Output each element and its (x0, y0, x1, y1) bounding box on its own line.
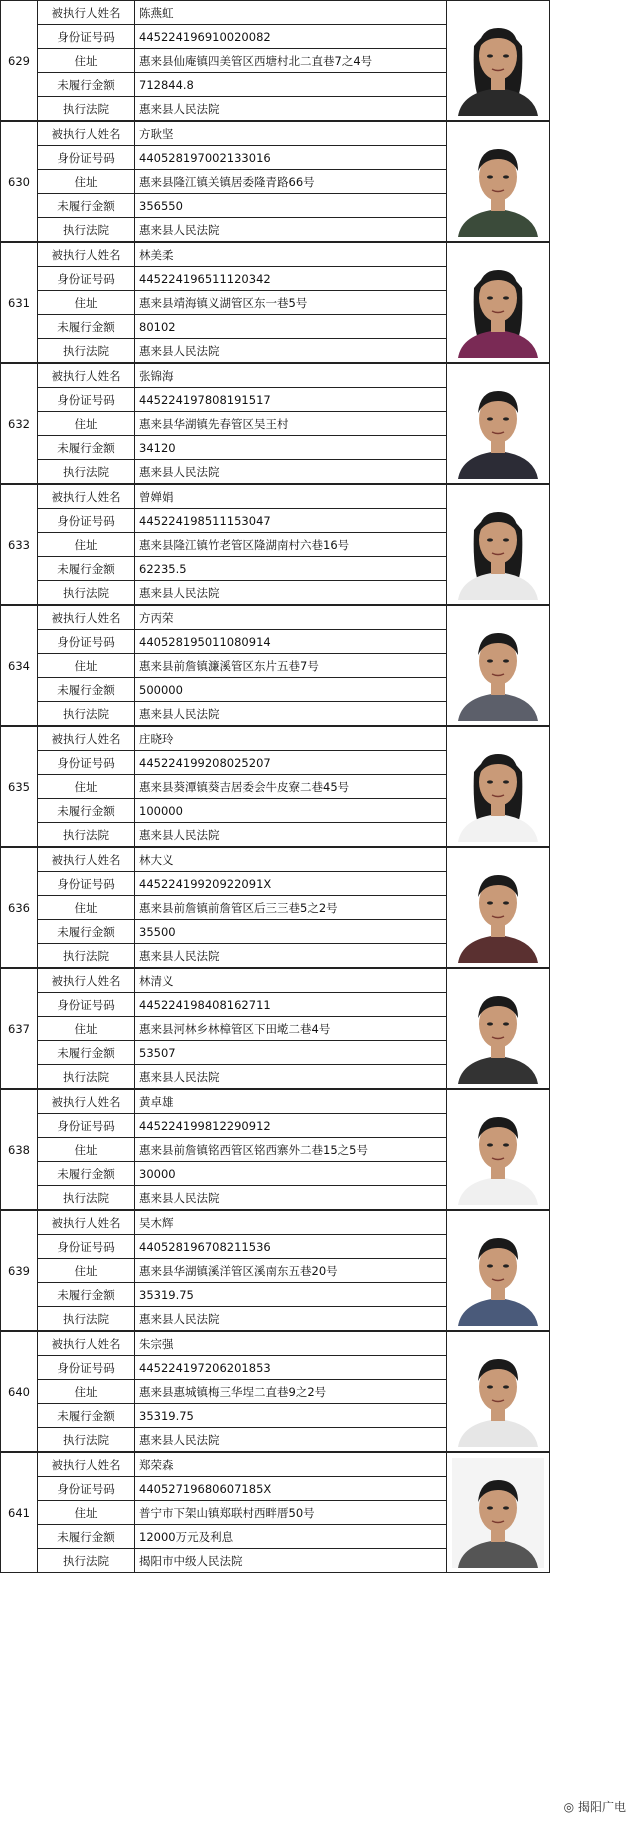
portrait-photo (452, 1095, 544, 1205)
field-label-name: 被执行人姓名 (38, 1, 135, 25)
field-value-name: 庄晓玲 (135, 727, 447, 751)
portrait-photo (452, 490, 544, 600)
field-value-address: 惠来县隆江镇竹老管区隆湖南村六巷16号 (135, 533, 447, 557)
record-table (0, 726, 550, 847)
field-value-court: 惠来县人民法院 (135, 1186, 447, 1210)
field-label-name: 被执行人姓名 (38, 243, 135, 267)
field-value-address: 惠来县葵潭镇葵吉居委会牛皮寮二巷45号 (135, 775, 447, 799)
field-value-id: 445224196511120342 (135, 267, 447, 291)
field-label-address: 住址 (38, 1017, 135, 1041)
field-value-court: 惠来县人民法院 (135, 944, 447, 968)
record-row-name (1, 606, 550, 630)
field-label-address: 住址 (38, 291, 135, 315)
field-value-court: 惠来县人民法院 (135, 1428, 447, 1452)
field-label-court: 执行法院 (38, 97, 135, 121)
field-value-id: 445224199812290912 (135, 1114, 447, 1138)
field-value-amount: 356550 (135, 194, 447, 218)
record-table (0, 242, 550, 363)
field-label-court: 执行法院 (38, 702, 135, 726)
field-value-name: 林清义 (135, 969, 447, 993)
record-row-name (1, 1, 550, 25)
wechat-icon: ◎ (563, 1800, 575, 1814)
record-row-name (1, 1453, 550, 1477)
field-label-amount: 未履行金额 (38, 194, 135, 218)
field-label-amount: 未履行金额 (38, 557, 135, 581)
field-value-court: 惠来县人民法院 (135, 97, 447, 121)
record-number: 638 (1, 1090, 38, 1210)
field-value-address: 惠来县前詹镇铭西管区铭西寨外二巷15之5号 (135, 1138, 447, 1162)
field-value-id: 440528195011080914 (135, 630, 447, 654)
field-value-id: 445224199208025207 (135, 751, 447, 775)
field-value-amount: 712844.8 (135, 73, 447, 97)
field-label-name: 被执行人姓名 (38, 485, 135, 509)
field-label-name: 被执行人姓名 (38, 727, 135, 751)
field-value-id: 440528196708211536 (135, 1235, 447, 1259)
field-label-address: 住址 (38, 533, 135, 557)
record-number: 633 (1, 485, 38, 605)
field-label-id: 身份证号码 (38, 630, 135, 654)
record-row-name (1, 1211, 550, 1235)
portrait-photo (452, 369, 544, 479)
field-value-id: 445224196910020082 (135, 25, 447, 49)
field-label-address: 住址 (38, 170, 135, 194)
field-value-court: 惠来县人民法院 (135, 702, 447, 726)
field-label-id: 身份证号码 (38, 1477, 135, 1501)
field-value-name: 林美柔 (135, 243, 447, 267)
portrait-cell (447, 727, 550, 847)
field-value-court: 惠来县人民法院 (135, 460, 447, 484)
field-value-id: 445224197808191517 (135, 388, 447, 412)
field-label-court: 执行法院 (38, 1186, 135, 1210)
field-value-court: 惠来县人民法院 (135, 581, 447, 605)
portrait-cell (447, 1332, 550, 1452)
record-row-name (1, 1090, 550, 1114)
field-label-name: 被执行人姓名 (38, 1332, 135, 1356)
portrait-photo (452, 1216, 544, 1326)
field-value-court: 惠来县人民法院 (135, 1307, 447, 1331)
record-row-name (1, 122, 550, 146)
field-value-address: 惠来县前詹镇濂溪管区东片五巷7号 (135, 654, 447, 678)
portrait-cell (447, 606, 550, 726)
record-table (0, 847, 550, 968)
field-value-amount: 100000 (135, 799, 447, 823)
field-value-address: 普宁市下架山镇郑联村西畔厝50号 (135, 1501, 447, 1525)
record-table (0, 1089, 550, 1210)
field-label-court: 执行法院 (38, 823, 135, 847)
portrait-cell (447, 848, 550, 968)
field-value-court: 惠来县人民法院 (135, 823, 447, 847)
record-number: 641 (1, 1453, 38, 1573)
field-label-id: 身份证号码 (38, 267, 135, 291)
field-value-address: 惠来县前詹镇前詹管区后三三巷5之2号 (135, 896, 447, 920)
field-value-court: 惠来县人民法院 (135, 1065, 447, 1089)
record-number: 635 (1, 727, 38, 847)
field-label-address: 住址 (38, 1380, 135, 1404)
field-label-court: 执行法院 (38, 1428, 135, 1452)
field-label-address: 住址 (38, 896, 135, 920)
field-value-address: 惠来县惠城镇梅三华埕二直巷9之2号 (135, 1380, 447, 1404)
field-label-id: 身份证号码 (38, 751, 135, 775)
record-table (0, 1331, 550, 1452)
field-label-court: 执行法院 (38, 1307, 135, 1331)
field-label-name: 被执行人姓名 (38, 364, 135, 388)
field-value-id: 44052719680607185X (135, 1477, 447, 1501)
source-watermark (561, 1797, 629, 1816)
portrait-cell (447, 1090, 550, 1210)
field-label-amount: 未履行金额 (38, 799, 135, 823)
portrait-cell (447, 969, 550, 1089)
record-row-name (1, 243, 550, 267)
record-number: 640 (1, 1332, 38, 1452)
field-value-name: 陈燕虹 (135, 1, 447, 25)
field-label-id: 身份证号码 (38, 1356, 135, 1380)
field-value-court: 揭阳市中级人民法院 (135, 1549, 447, 1573)
field-label-id: 身份证号码 (38, 1235, 135, 1259)
field-label-id: 身份证号码 (38, 509, 135, 533)
field-label-name: 被执行人姓名 (38, 848, 135, 872)
portrait-cell (447, 1211, 550, 1331)
portrait-photo (452, 1458, 544, 1568)
field-label-amount: 未履行金额 (38, 1162, 135, 1186)
record-table (0, 0, 550, 121)
field-label-court: 执行法院 (38, 581, 135, 605)
field-value-id: 44522419920922091X (135, 872, 447, 896)
record-number: 630 (1, 122, 38, 242)
record-number: 639 (1, 1211, 38, 1331)
record-table (0, 484, 550, 605)
record-table (0, 121, 550, 242)
field-value-name: 方耿坚 (135, 122, 447, 146)
field-value-amount: 35319.75 (135, 1283, 447, 1307)
record-number: 631 (1, 243, 38, 363)
record-number: 637 (1, 969, 38, 1089)
field-label-id: 身份证号码 (38, 872, 135, 896)
portrait-cell (447, 485, 550, 605)
portrait-cell (447, 1, 550, 121)
field-label-court: 执行法院 (38, 1549, 135, 1573)
field-value-amount: 500000 (135, 678, 447, 702)
field-label-amount: 未履行金额 (38, 1525, 135, 1549)
field-value-id: 445224198511153047 (135, 509, 447, 533)
field-value-amount: 53507 (135, 1041, 447, 1065)
field-value-address: 惠来县隆江镇关镇居委隆青路66号 (135, 170, 447, 194)
field-label-name: 被执行人姓名 (38, 1211, 135, 1235)
field-value-address: 惠来县靖海镇义湖管区东一巷5号 (135, 291, 447, 315)
portrait-cell (447, 1453, 550, 1573)
record-table (0, 968, 550, 1089)
field-label-name: 被执行人姓名 (38, 969, 135, 993)
field-label-address: 住址 (38, 654, 135, 678)
record-number: 632 (1, 364, 38, 484)
field-label-id: 身份证号码 (38, 993, 135, 1017)
field-value-name: 林大义 (135, 848, 447, 872)
field-value-address: 惠来县河林乡林樟管区下田墘二巷4号 (135, 1017, 447, 1041)
record-row-name (1, 485, 550, 509)
record-row-name (1, 727, 550, 751)
field-value-court: 惠来县人民法院 (135, 218, 447, 242)
field-label-address: 住址 (38, 49, 135, 73)
field-label-id: 身份证号码 (38, 146, 135, 170)
watermark-text: 揭阳广电 (577, 1800, 626, 1814)
portrait-photo (452, 127, 544, 237)
portrait-cell (447, 122, 550, 242)
record-row-name (1, 364, 550, 388)
field-label-name: 被执行人姓名 (38, 122, 135, 146)
field-label-name: 被执行人姓名 (38, 606, 135, 630)
field-label-court: 执行法院 (38, 1065, 135, 1089)
record-row-name (1, 1332, 550, 1356)
field-value-address: 惠来县华湖镇溪洋管区溪南东五巷20号 (135, 1259, 447, 1283)
field-label-court: 执行法院 (38, 218, 135, 242)
field-value-name: 方丙荣 (135, 606, 447, 630)
portrait-photo (452, 1337, 544, 1447)
field-label-name: 被执行人姓名 (38, 1090, 135, 1114)
portrait-photo (452, 611, 544, 721)
field-value-amount: 35500 (135, 920, 447, 944)
field-value-court: 惠来县人民法院 (135, 339, 447, 363)
portrait-cell (447, 364, 550, 484)
portrait-photo (452, 974, 544, 1084)
field-label-address: 住址 (38, 1259, 135, 1283)
record-row-name (1, 848, 550, 872)
field-label-id: 身份证号码 (38, 25, 135, 49)
portrait-cell (447, 243, 550, 363)
field-label-amount: 未履行金额 (38, 1041, 135, 1065)
field-value-name: 郑荣森 (135, 1453, 447, 1477)
field-label-id: 身份证号码 (38, 388, 135, 412)
field-label-amount: 未履行金额 (38, 315, 135, 339)
field-value-name: 朱宗强 (135, 1332, 447, 1356)
portrait-photo (452, 248, 544, 358)
record-number: 629 (1, 1, 38, 121)
field-label-amount: 未履行金额 (38, 1404, 135, 1428)
field-label-name: 被执行人姓名 (38, 1453, 135, 1477)
field-label-amount: 未履行金额 (38, 678, 135, 702)
portrait-photo (452, 732, 544, 842)
field-value-name: 吴木辉 (135, 1211, 447, 1235)
record-table (0, 1210, 550, 1331)
field-value-name: 曾婵娟 (135, 485, 447, 509)
field-label-court: 执行法院 (38, 944, 135, 968)
field-label-address: 住址 (38, 1501, 135, 1525)
record-table (0, 1452, 550, 1573)
field-value-amount: 12000万元及利息 (135, 1525, 447, 1549)
field-value-amount: 35319.75 (135, 1404, 447, 1428)
record-table (0, 363, 550, 484)
field-value-address: 惠来县仙庵镇四美管区西塘村北二直巷7之4号 (135, 49, 447, 73)
record-table (0, 605, 550, 726)
field-value-amount: 34120 (135, 436, 447, 460)
field-value-address: 惠来县华湖镇先春管区吴王村 (135, 412, 447, 436)
field-label-court: 执行法院 (38, 460, 135, 484)
field-label-address: 住址 (38, 412, 135, 436)
field-label-address: 住址 (38, 775, 135, 799)
record-number: 636 (1, 848, 38, 968)
field-label-amount: 未履行金额 (38, 436, 135, 460)
field-value-name: 张锦海 (135, 364, 447, 388)
field-label-amount: 未履行金额 (38, 1283, 135, 1307)
portrait-photo (452, 853, 544, 963)
field-label-address: 住址 (38, 1138, 135, 1162)
field-value-name: 黄卓雄 (135, 1090, 447, 1114)
field-value-amount: 80102 (135, 315, 447, 339)
field-label-amount: 未履行金额 (38, 73, 135, 97)
field-label-court: 执行法院 (38, 339, 135, 363)
record-number: 634 (1, 606, 38, 726)
record-row-name (1, 969, 550, 993)
field-value-amount: 62235.5 (135, 557, 447, 581)
field-label-amount: 未履行金额 (38, 920, 135, 944)
field-value-id: 445224197206201853 (135, 1356, 447, 1380)
field-label-id: 身份证号码 (38, 1114, 135, 1138)
field-value-amount: 30000 (135, 1162, 447, 1186)
field-value-id: 440528197002133016 (135, 146, 447, 170)
portrait-photo (452, 6, 544, 116)
field-value-id: 445224198408162711 (135, 993, 447, 1017)
